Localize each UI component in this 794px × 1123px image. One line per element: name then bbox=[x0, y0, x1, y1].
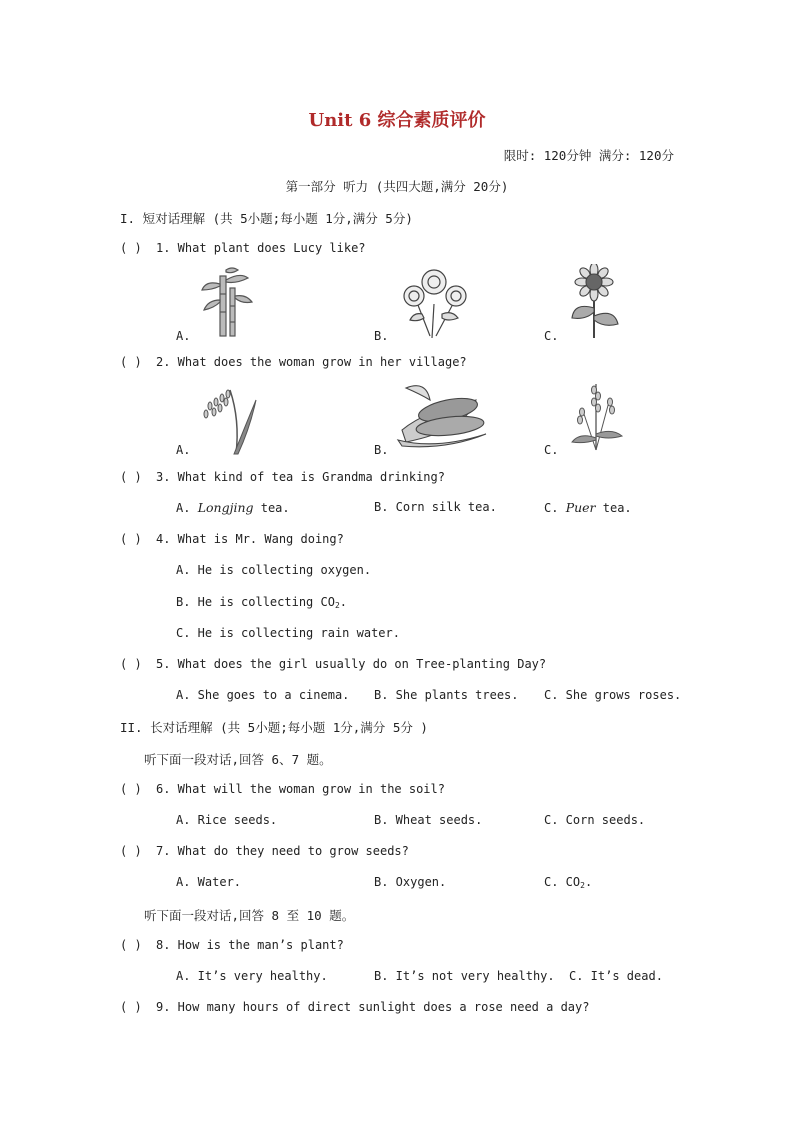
option-5c: C. She grows roses. bbox=[544, 688, 682, 702]
option-3c: C. Puer tea. bbox=[544, 500, 632, 515]
option-label-b: B. bbox=[374, 329, 389, 343]
option-8c: C. It’s dead. bbox=[569, 969, 663, 983]
option-6c: C. Corn seeds. bbox=[544, 813, 646, 827]
page-title: Unit 6 综合素质评价 bbox=[308, 110, 486, 131]
time-score-info: 限时: 120分钟 满分: 120分 bbox=[503, 148, 674, 163]
question-5: 5. What does the girl usually do on Tree-planting Day? bbox=[156, 657, 547, 671]
option-label-c: C. bbox=[544, 443, 559, 457]
question-6: 6. What will the woman grow in the soil? bbox=[156, 782, 445, 796]
option-label-a: A. bbox=[176, 443, 191, 457]
answer-blank-9[interactable]: ( ) bbox=[120, 1000, 142, 1014]
question-9: 9. How many hours of direct sunlight does a rose need a day? bbox=[156, 1000, 590, 1014]
option-label-b: B. bbox=[374, 443, 389, 457]
question-8: 8. How is the man’s plant? bbox=[156, 938, 344, 952]
option-7c: C. $CO_2$. bbox=[544, 875, 593, 890]
option-7a: A. Water. bbox=[176, 875, 242, 889]
sunflower-image[interactable] bbox=[566, 264, 622, 340]
option-8b: B. It’s not very healthy. bbox=[374, 969, 555, 983]
answer-blank-8[interactable]: ( ) bbox=[120, 938, 142, 952]
answer-blank-6[interactable]: ( ) bbox=[120, 782, 142, 796]
option-4b: B. He is collecting $CO_2$. bbox=[176, 595, 348, 610]
bamboo-image[interactable] bbox=[198, 266, 254, 338]
dialogue-intro-2: 听下面一段对话,回答 8 至 10 题。 bbox=[144, 908, 355, 923]
answer-blank-1[interactable]: ( ) bbox=[120, 241, 142, 255]
option-3a: A. Longjing tea. bbox=[176, 500, 290, 515]
question-3: 3. What kind of tea is Grandma drinking? bbox=[156, 470, 445, 484]
option-8a: A. It’s very healthy. bbox=[176, 969, 328, 983]
option-label-a: A. bbox=[176, 329, 191, 343]
section-heading-1: I. 短对话理解 (共 5小题;每小题 1分,满分 5分) bbox=[120, 211, 413, 226]
option-7b: B. Oxygen. bbox=[374, 875, 447, 889]
option-6a: A. Rice seeds. bbox=[176, 813, 278, 827]
dialogue-intro-1: 听下面一段对话,回答 6、7 题。 bbox=[144, 752, 332, 767]
corn-image[interactable] bbox=[396, 380, 492, 450]
answer-blank-4[interactable]: ( ) bbox=[120, 532, 142, 546]
section-heading-2: II. 长对话理解 (共 5小题;每小题 1分,满分 5分 ) bbox=[120, 720, 428, 735]
answer-blank-5[interactable]: ( ) bbox=[120, 657, 142, 671]
answer-blank-7[interactable]: ( ) bbox=[120, 844, 142, 858]
option-4c: C. He is collecting rain water. bbox=[176, 626, 400, 640]
question-7: 7. What do they need to grow seeds? bbox=[156, 844, 409, 858]
option-5b: B. She plants trees. bbox=[374, 688, 519, 702]
roses-image[interactable] bbox=[398, 264, 470, 340]
option-4a: A. He is collecting oxygen. bbox=[176, 563, 372, 577]
option-3b: B. Corn silk tea. bbox=[374, 500, 497, 514]
option-5a: A. She goes to a cinema. bbox=[176, 688, 350, 702]
answer-blank-2[interactable]: ( ) bbox=[120, 355, 142, 369]
question-1: 1. What plant does Lucy like? bbox=[156, 241, 366, 255]
question-2: 2. What does the woman grow in her village? bbox=[156, 355, 467, 369]
rice-image[interactable] bbox=[200, 380, 260, 456]
option-label-c: C. bbox=[544, 329, 559, 343]
wheat-image[interactable] bbox=[566, 378, 626, 452]
option-6b: B. Wheat seeds. bbox=[374, 813, 483, 827]
question-4: 4. What is Mr. Wang doing? bbox=[156, 532, 344, 546]
part-heading: 第一部分 听力 (共四大题,满分 20分) bbox=[285, 179, 509, 194]
answer-blank-3[interactable]: ( ) bbox=[120, 470, 142, 484]
